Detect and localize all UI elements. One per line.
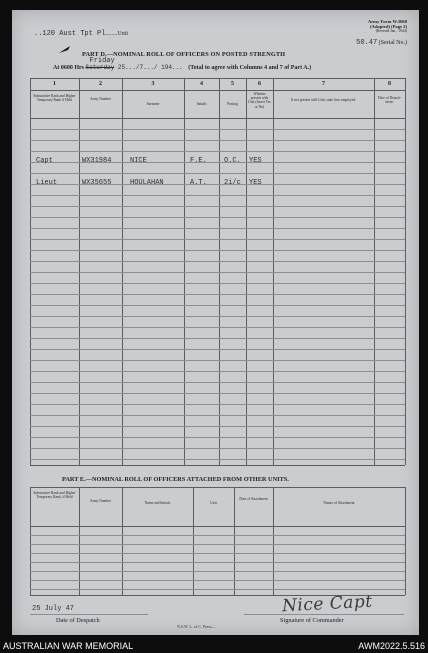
unit-value: 120 Aust Tpt Pl [42, 30, 106, 38]
unit-label: ........Unit [105, 31, 129, 37]
ruled-line [30, 404, 405, 405]
total-note: (Total to agree with Columns 4 and 7 of Part A.) [188, 65, 312, 71]
col-number-5: 5 [231, 81, 234, 87]
ruled-line [30, 371, 405, 372]
header-detachment-date: Date of Detach-ment. [378, 96, 401, 105]
part-e-header-unit: Unit [210, 501, 217, 505]
ruled-line [30, 459, 405, 460]
header-army-number: Army Number [89, 97, 112, 101]
col-number-4: 4 [200, 81, 203, 87]
ruled-line [30, 305, 405, 306]
serial-block [356, 39, 407, 47]
army-form-block [368, 19, 407, 35]
ruled-line [30, 195, 405, 196]
part-e-title: PART E.—NOMINAL ROLL OF OFFICERS ATTACHED FROM OTHER UNITS. [62, 476, 289, 483]
date-text: 25.../7.../ 194... [117, 64, 183, 71]
ruled-line [30, 294, 405, 295]
cell-posting: O.C. [224, 157, 241, 165]
part-e-header-army-number: Army Number [89, 499, 112, 503]
ruled-line [30, 327, 405, 328]
cell-initials: F.E. [190, 157, 207, 165]
ruled-line [30, 206, 405, 207]
header-present: Whether present with Unit (Insert Yes or No) [248, 92, 271, 109]
footer-institution: AUSTRALIAN WAR MEMORIAL [3, 641, 134, 651]
ruled-line [30, 316, 405, 317]
at-line [53, 57, 312, 71]
header-posting: Posting [227, 102, 238, 106]
army-form-number: Army Form W.3068 [367, 19, 407, 24]
cell-rank: Capt [36, 157, 53, 165]
at-time-text: At 0600 Hrs [53, 65, 84, 71]
ruled-line [30, 426, 405, 427]
ruled-line [30, 228, 405, 229]
ruled-line [30, 535, 405, 536]
form-sheet [12, 10, 419, 635]
col-number-6: 6 [258, 81, 261, 87]
cell-army-number: WX35655 [82, 179, 112, 187]
despatch-label: Date of Despatch [56, 617, 100, 624]
ruled-line [30, 272, 405, 273]
ruled-line [30, 250, 405, 251]
serial-value: 50. [356, 39, 369, 47]
col-number-8: 8 [388, 81, 391, 87]
serial-typed: 47 [368, 39, 378, 47]
footer-accession-number: AWM2022.5.516 [358, 641, 425, 651]
army-form-adapted: (Adapted) (Page 2) [370, 24, 407, 30]
unit-prefix: .. [34, 30, 43, 38]
ruled-line [30, 544, 405, 545]
header-employment: If not present with Unit, state how employed. [290, 98, 357, 102]
cell-surname: HOULAHAN [130, 179, 164, 187]
ruled-line [30, 382, 405, 383]
part-e-header-nature: Nature of Attachment [323, 501, 355, 505]
day-struck: Saturday [85, 64, 115, 71]
ruled-line [30, 448, 405, 449]
despatch-date: 25 July 47 [32, 605, 75, 613]
col-number-7: 7 [322, 81, 325, 87]
ruled-line [30, 283, 405, 284]
table-row [12, 179, 412, 189]
part-e-header-attachment-date: Date of Attachment [239, 497, 268, 501]
header-rank: Substantive Rank and Higher Temporary Rank if Held [33, 94, 76, 103]
ruled-line [30, 151, 405, 152]
cell-present: YES [249, 157, 262, 165]
day-typed: Friday [89, 57, 115, 65]
ruled-line [30, 589, 405, 590]
signature-label: Signature of Commander [280, 617, 344, 624]
ruled-line [30, 360, 405, 361]
part-e-header-name: Name and Initials [144, 501, 171, 505]
printer-note: N.S.W. L. of C. Press— [177, 624, 216, 629]
ruled-line [30, 239, 405, 240]
ruled-line [30, 129, 405, 130]
ruled-line [30, 437, 405, 438]
ruled-line [30, 580, 405, 581]
cell-rank: Lieut [36, 179, 58, 187]
ruled-line [30, 553, 405, 554]
ruled-line [30, 562, 405, 563]
col-number-3: 3 [151, 81, 155, 87]
ruled-line [30, 261, 405, 262]
ruled-line [30, 140, 405, 141]
serial-label: (Serial No.) [378, 40, 407, 46]
army-form-revised: (Revised Jan., 1944) [375, 29, 407, 34]
ruled-line [30, 571, 405, 572]
ruled-line [30, 349, 405, 350]
ruled-line [30, 415, 405, 416]
cell-army-number: WX31984 [82, 157, 112, 165]
ruled-line [30, 173, 405, 174]
cell-initials: A.T. [190, 179, 207, 187]
col-number-1: 1 [53, 81, 56, 87]
col-number-2: 2 [99, 81, 102, 87]
pen-mark-icon [58, 44, 72, 54]
cell-posting: 2i/c [224, 179, 241, 187]
part-e-header-rank: Substantive Rank and Higher Temporary Rank, if Held [33, 491, 76, 500]
ruled-line [30, 338, 405, 339]
part-d-title: PART D.—NOMINAL ROLL OF OFFICERS ON POSTED STRENGTH [82, 51, 286, 58]
header-initials: Initials [196, 102, 207, 106]
ruled-line [30, 217, 405, 218]
commander-signature: Nice Capt [281, 591, 374, 617]
ruled-line [30, 393, 405, 394]
table-row [12, 157, 412, 167]
cell-present: YES [249, 179, 262, 187]
cell-surname: NICE [130, 157, 147, 165]
header-surname: Surname [146, 102, 160, 106]
